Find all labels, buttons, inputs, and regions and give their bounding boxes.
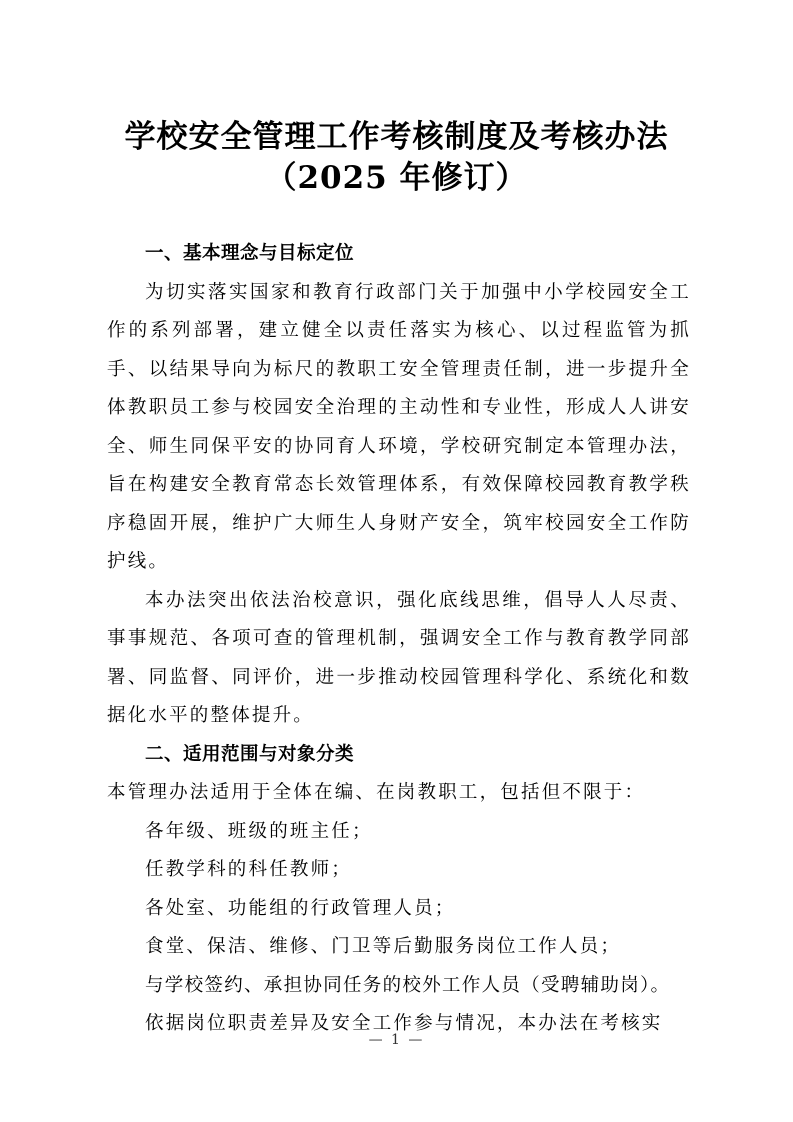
document-subtitle: （2025 年修订）	[265, 160, 528, 196]
scope-item: 与学校签约、承担协同任务的校外工作人员（受聘辅助岗）。	[145, 974, 671, 996]
scope-item: 各处室、功能组的行政管理人员；	[145, 897, 456, 919]
page-number: — 1 —	[368, 1032, 425, 1048]
section-heading: 一、基本理念与目标定位	[145, 243, 355, 264]
section-basic-philosophy	[107, 235, 691, 736]
section-scope	[107, 736, 691, 1044]
scope-intro: 本管理办法适用于全体在编、在岗教职工，包括但不限于：	[107, 782, 646, 803]
scope-item: 食堂、保洁、维修、门卫等后勤服务岗位工作人员；	[145, 936, 622, 957]
paragraph: 本办法突出依法治校意识，强化底线思维，倡导人人尽责、事事规范、各项可查的管理机制，强调安全工作与教育教学同部署、同监督、同评价，进一步推动校园管理科学化、系统化和数据化水平的整体提升。	[107, 589, 691, 726]
document-body	[107, 235, 691, 1044]
scope-closing: 依据岗位职责差异及安全工作参与情况，本办法在考核实	[145, 1013, 663, 1034]
section-heading: 二、适用范围与对象分类	[145, 743, 355, 765]
paragraph: 为切实落实国家和教育行政部门关于加强中小学校园安全工作的系列部署，建立健全以责任落实为核心、以过程监管为抓手、以结果导向为标尺的教职工安全管理责任制，进一步提升全体教职员工参与校园安全治理的主动性和专业性，形成人人讲安全、师生同保平安的协同育人环境，学校研究制定本管理办法，旨在构建安全教育常态长效管理体系，有效保障校园教育教学秩序稳固开展，维护广大师生人身财产安全，筑牢校园安全工作防护线。	[107, 281, 691, 572]
document-title: 学校安全管理工作考核制度及考核办法	[124, 119, 669, 155]
scope-item: 各年级、班级的班主任；	[145, 820, 373, 842]
scope-item: 任教学科的科任教师；	[145, 859, 353, 880]
